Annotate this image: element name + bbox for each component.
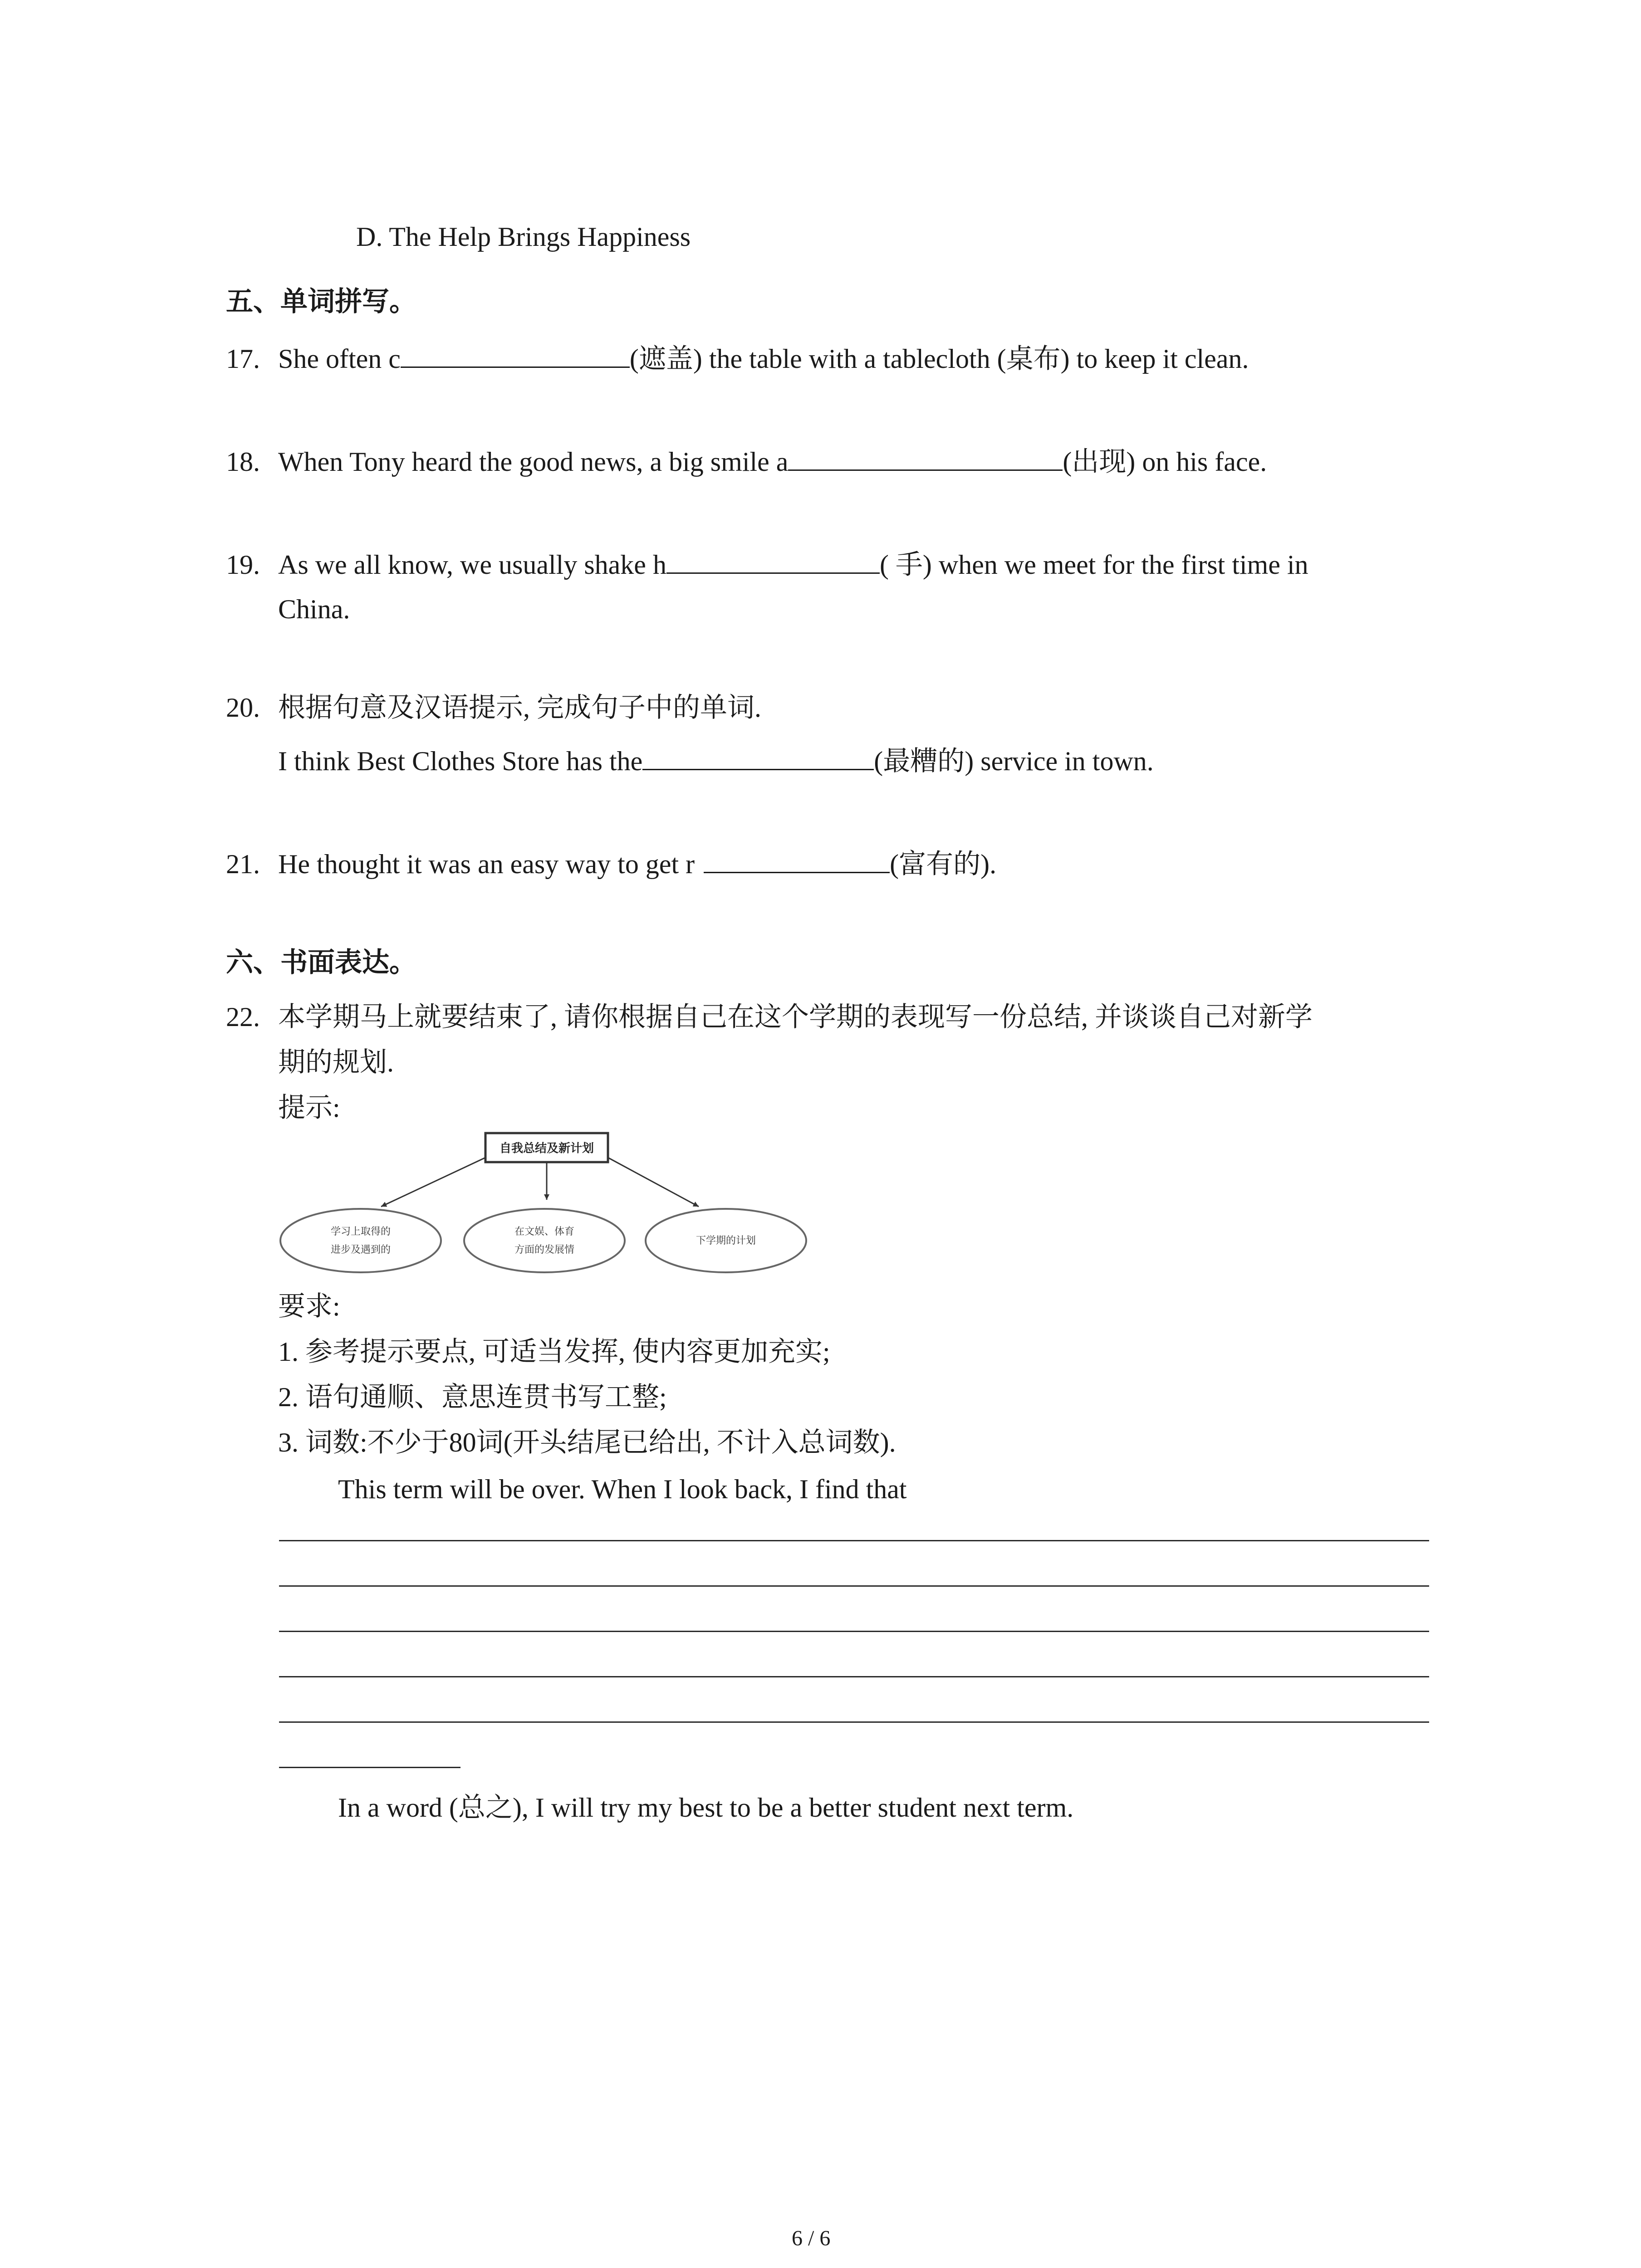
question-19 (226, 545, 1308, 583)
q21-number: 21. (226, 849, 260, 879)
q20-number: 20. (226, 693, 260, 723)
q20-instruction: 根据句意及汉语提示, 完成句子中的单词. (278, 693, 761, 723)
option-d: D. The Help Brings Happiness (356, 222, 691, 252)
hint-diagram (277, 1129, 821, 1293)
question-18 (226, 442, 1267, 480)
writing-line-2[interactable] (279, 1585, 1429, 1587)
writing-line-3[interactable] (279, 1631, 1429, 1632)
q18-number: 18. (226, 447, 260, 477)
writing-line-1[interactable] (279, 1540, 1429, 1541)
diagram-top-label: 自我总结及新计划 (499, 1142, 594, 1155)
q22-requirement-3: 3. 词数:不少于80词(开头结尾已给出, 不计入总词数). (278, 1427, 896, 1457)
diagram-left-line1: 学习上取得的 (330, 1226, 391, 1237)
q20-text-before: I think Best Clothes Store has the (278, 746, 643, 776)
q17-number: 17. (226, 344, 260, 374)
question-22-prompt (226, 999, 1313, 1035)
q21-blank[interactable] (704, 845, 890, 873)
q18-blank[interactable] (788, 442, 1063, 471)
q17-text-before: She often c (278, 344, 401, 374)
question-21 (226, 845, 996, 882)
q22-prompt-line1: 本学期马上就要结束了, 请你根据自己在这个学期的表现写一份总结, 并谈谈自己对新学 (278, 1002, 1313, 1032)
section5-title: 五、单词拼写。 (226, 287, 416, 317)
diagram-right-label: 下学期的计划 (696, 1235, 756, 1246)
q21-text-before: He thought it was an easy way to get r (278, 849, 695, 879)
question-17 (226, 339, 1249, 377)
writing-line-4[interactable] (279, 1676, 1429, 1677)
diagram-middle-line2: 方面的发展情 (514, 1244, 575, 1256)
q17-text-after: (遮盖) the table with a tablecloth (桌布) to keep it clean. (629, 344, 1249, 374)
q18-text-before: When Tony heard the good news, a big smile a (278, 447, 789, 477)
q20-blank[interactable] (642, 742, 874, 770)
diagram-left-line2: 进步及遇到的 (330, 1244, 391, 1256)
diagram-arrow-left (381, 1158, 485, 1207)
q22-prompt-line2: 期的规划. (278, 1047, 394, 1077)
writing-line-5[interactable] (279, 1721, 1429, 1723)
q22-opening-sentence: This term will be over. When I look back, I find that (338, 1474, 907, 1504)
diagram-middle-line1: 在文娱、体育 (514, 1226, 575, 1237)
q22-requirement-2: 2. 语句通顺、意思连贯书写工整; (278, 1382, 667, 1412)
q21-text-after: (富有的). (890, 849, 997, 879)
writing-line-short[interactable] (279, 1767, 460, 1768)
q22-closing-sentence: In a word (总之), I will try my best to be a better student next term. (338, 1793, 1074, 1823)
q19-continuation: China. (278, 594, 350, 624)
q22-hint-label: 提示: (278, 1093, 340, 1123)
page-number: 6 / 6 (792, 2226, 831, 2250)
q22-number: 22. (226, 1002, 260, 1032)
question-20-instruction (226, 689, 761, 726)
q19-text-after: ( 手) when we meet for the first time in (879, 550, 1308, 580)
q19-text-before: As we all know, we usually shake h (278, 550, 666, 580)
q19-blank[interactable] (666, 545, 880, 574)
q22-requirement-1: 1. 参考提示要点, 可适当发挥, 使内容更加充实; (278, 1337, 830, 1367)
question-20 (278, 742, 1154, 779)
q20-text-after: (最糟的) service in town. (874, 746, 1154, 776)
diagram-node-middle (464, 1209, 625, 1272)
section6-title: 六、书面表达。 (226, 948, 416, 978)
q17-blank[interactable] (401, 339, 630, 368)
diagram-node-left (280, 1209, 441, 1272)
diagram-arrow-right (608, 1158, 699, 1207)
q22-requirements-label: 要求: (278, 1291, 340, 1321)
q18-text-after: (出现) on his face. (1063, 447, 1267, 477)
q19-number: 19. (226, 550, 260, 580)
